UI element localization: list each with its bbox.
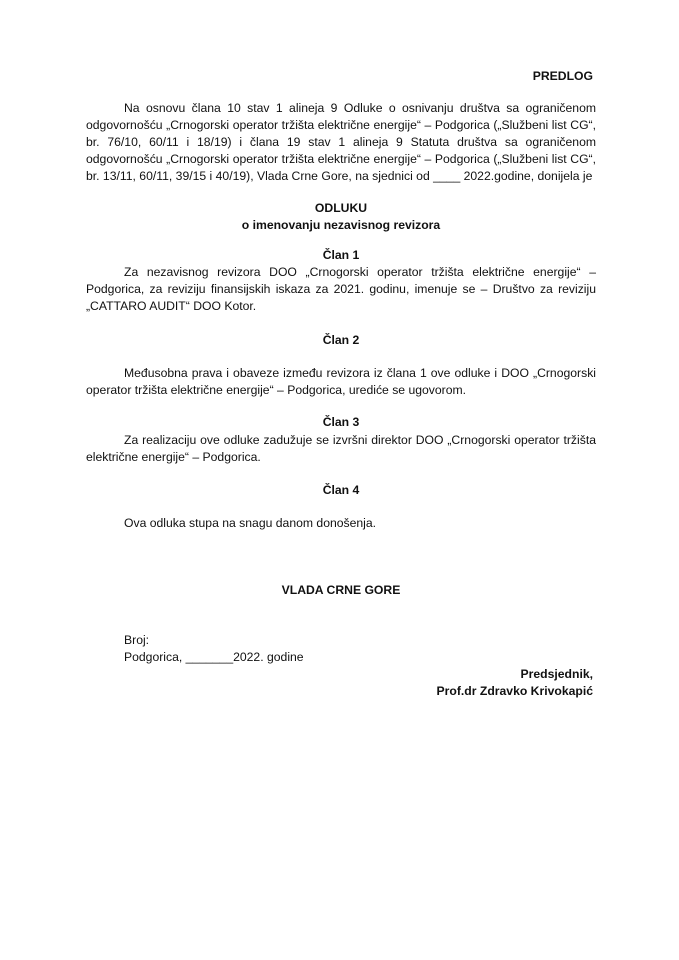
article-2-heading: Član 2: [322, 333, 360, 347]
place-date: Podgorica, _______2022. godine: [124, 650, 304, 664]
article-4-text: Ova odluka stupa na snagu danom donošenja.: [124, 516, 377, 530]
article-1-heading: Član 1: [322, 248, 360, 262]
document-title: ODLUKU: [314, 201, 368, 215]
signatory-name: Prof.dr Zdravko Krivokapić: [436, 684, 593, 698]
preamble-paragraph: Na osnovu člana 10 stav 1 alineja 9 Odluke o osnivanju društva sa ograničenom odgovornošću „Crnogorski operator tržišta električne energije“ – Podgorica („Službeni list CG“, br. 76/10, 60/11 i 18/19) i člana 19 stav 1 alineja 9 Statuta društva sa ograničenom odgovornošću „Crnogorski operator tržišta električne energije“ – Podgorica („Službeni list CG“, br. 13/11, 60/11, 39/15 i 40/19), Vlada Crne Gore, na sjednici od ____ 2022.godine, donijela je: [86, 101, 596, 183]
document-number-label: Broj:: [124, 633, 150, 647]
article-4-heading: Član 4: [322, 483, 360, 497]
article-2-text: Međusobna prava i obaveze između revizora iz člana 1 ove odluke i DOO „Crnogorski operator tržišta električne energije“ – Podgorica, urediće se ugovorom.: [86, 366, 596, 397]
issuer-name: VLADA CRNE GORE: [281, 583, 401, 597]
article-1-text: Za nezavisnog revizora DOO „Crnogorski operator tržišta električne energije“ – Podgorica, za reviziju finansijskih iskaza za 2021. godinu, imenuje se – Društvo za reviziju „CATTARO AUDIT“ DOO Kotor.: [86, 265, 596, 313]
signatory-title: Predsjednik,: [520, 667, 593, 681]
article-3-heading: Član 3: [322, 415, 360, 429]
document-status: PREDLOG: [532, 69, 593, 83]
article-3-text: Za realizaciju ove odluke zadužuje se izvršni direktor DOO „Crnogorski operator tržišta električne energije“ – Podgorica.: [86, 433, 596, 464]
document-subtitle: o imenovanju nezavisnog revizora: [241, 218, 441, 232]
